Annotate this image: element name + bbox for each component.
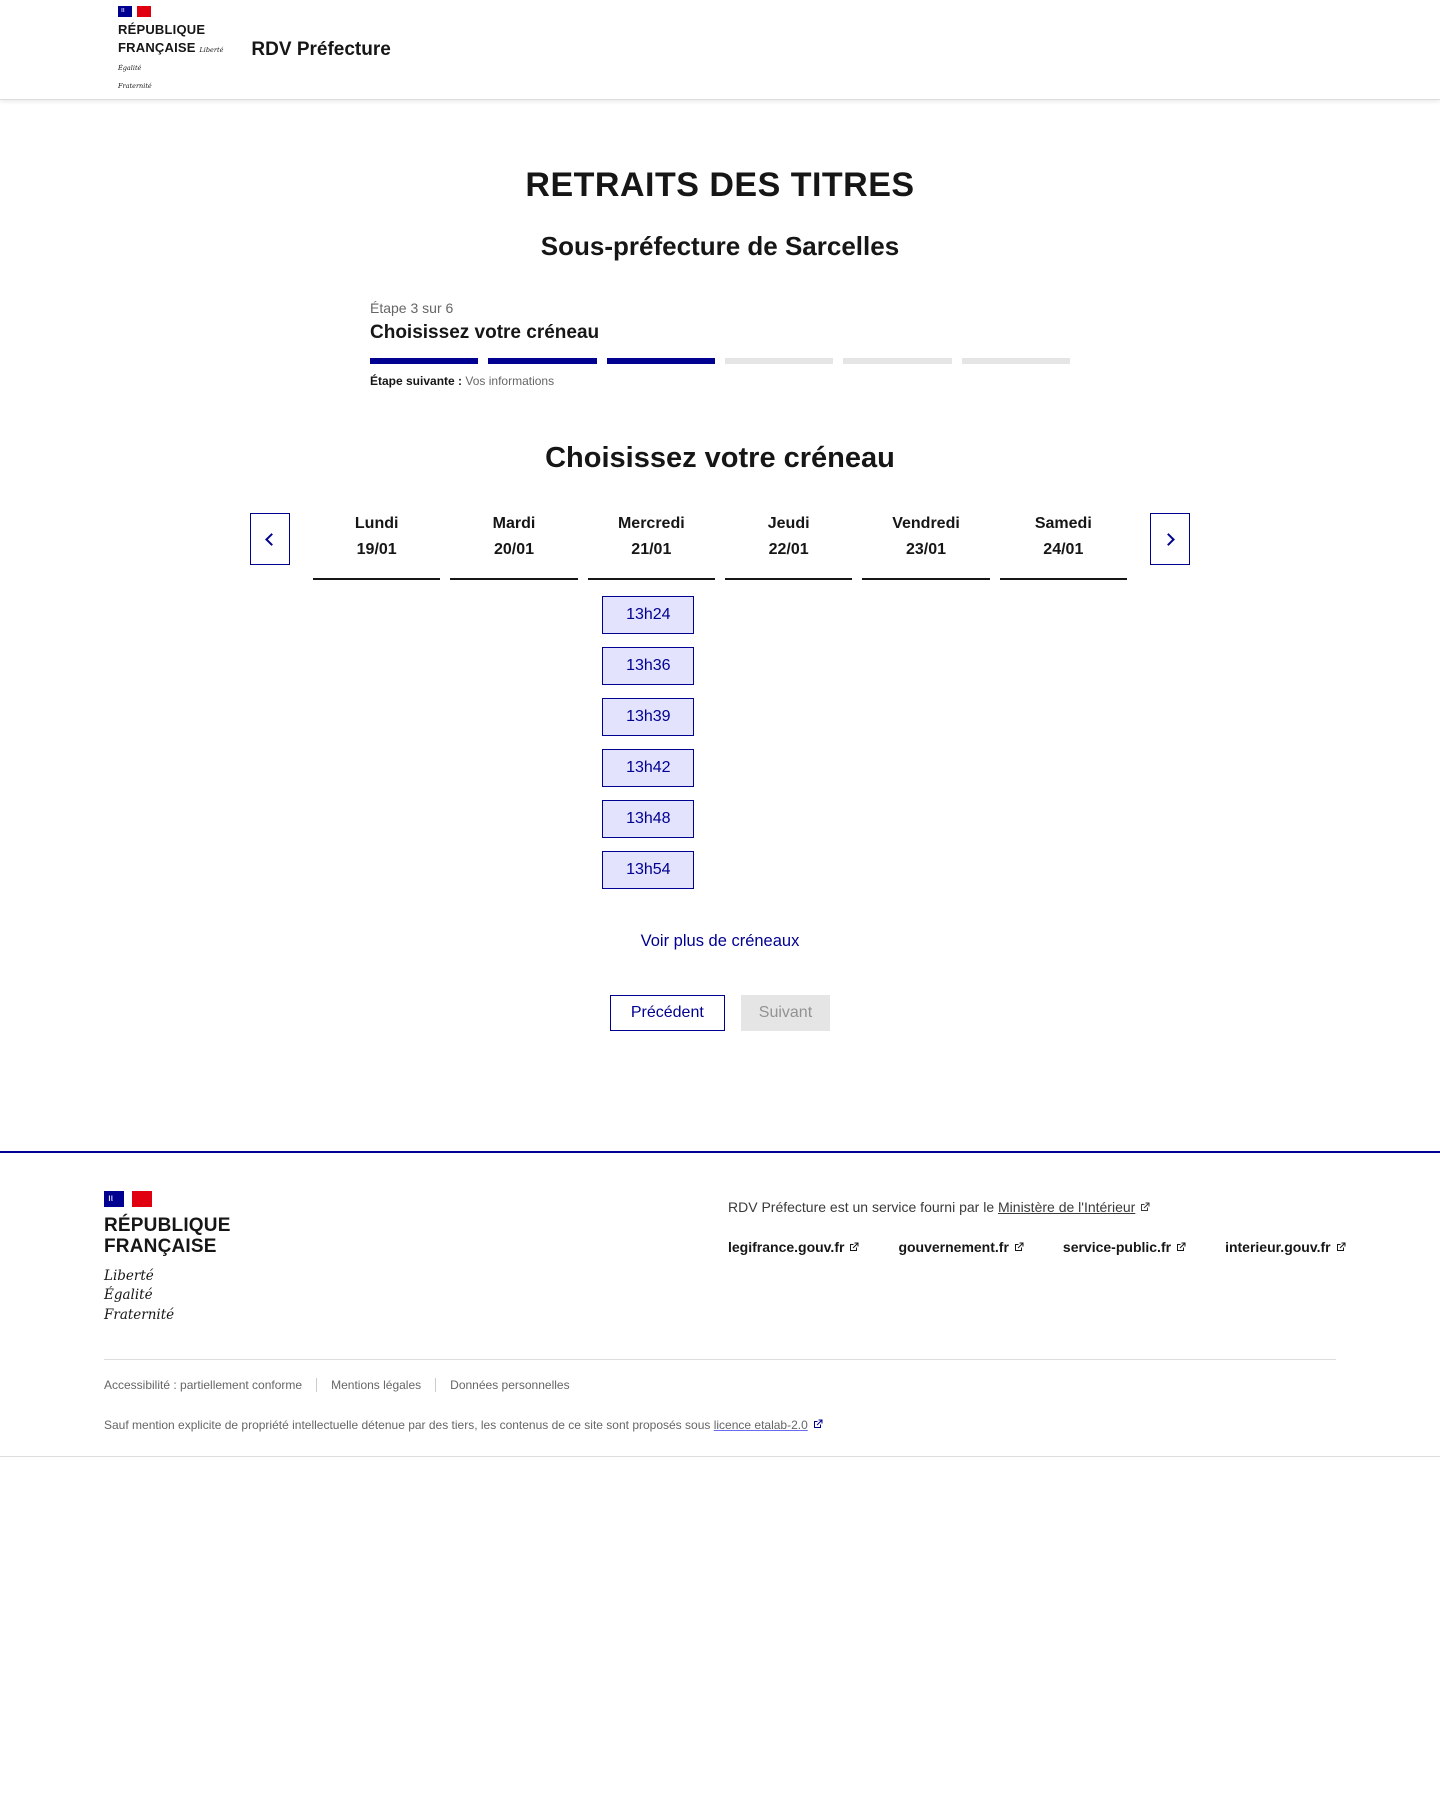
footer bbox=[0, 1151, 1440, 1457]
external-link-icon bbox=[848, 1241, 860, 1253]
chevron-left-icon bbox=[265, 533, 278, 546]
external-link-icon bbox=[1175, 1241, 1187, 1253]
site-link-service-public[interactable]: service-public.fr bbox=[1063, 1239, 1187, 1255]
footer-republique-francaise-logo[interactable] bbox=[104, 1191, 231, 1325]
next-step-button-disabled[interactable]: Suivant bbox=[741, 995, 830, 1031]
day-underline bbox=[862, 578, 989, 580]
site-link-interieur[interactable]: interieur.gouv.fr bbox=[1225, 1239, 1347, 1255]
wizard-nav-buttons bbox=[0, 995, 1440, 1151]
site-link-gouvernement[interactable]: gouvernement.fr bbox=[898, 1239, 1024, 1255]
day-date: 22/01 bbox=[768, 540, 809, 558]
external-link-icon bbox=[1013, 1241, 1025, 1253]
time-slot-button[interactable]: 13h39 bbox=[602, 698, 694, 736]
day-date: 23/01 bbox=[905, 540, 947, 558]
day-column bbox=[583, 511, 720, 580]
brand-name: RÉPUBLIQUE FRANÇAISE bbox=[118, 22, 206, 55]
day-name: Mercredi bbox=[617, 515, 685, 532]
header bbox=[0, 0, 1440, 100]
day-date: 21/01 bbox=[631, 540, 672, 558]
next-week-button[interactable] bbox=[1150, 513, 1190, 565]
footer-legal-links bbox=[104, 1378, 1336, 1392]
calendar-heading: Choisissez votre créneau bbox=[545, 442, 895, 474]
republique-francaise-logo[interactable] bbox=[118, 6, 223, 93]
external-link-icon bbox=[1335, 1241, 1347, 1253]
day-underline bbox=[1000, 578, 1127, 580]
day-underline bbox=[450, 578, 577, 580]
chevron-right-icon bbox=[1162, 533, 1175, 546]
more-slots-link[interactable]: Voir plus de créneaux bbox=[640, 932, 800, 951]
external-link-icon bbox=[1139, 1201, 1151, 1213]
mentions-legales-link[interactable]: Mentions légales bbox=[331, 1378, 422, 1393]
step-title: Choisissez votre créneau bbox=[370, 322, 600, 343]
footer-brand-motto: Liberté Égalité Fraternité bbox=[104, 1267, 175, 1323]
next-step-value: Vos informations bbox=[465, 374, 555, 388]
time-slots-column-mercredi bbox=[577, 596, 720, 902]
previous-step-button[interactable]: Précédent bbox=[610, 995, 725, 1031]
donnees-personnelles-link[interactable]: Données personnelles bbox=[450, 1378, 570, 1393]
day-name: Mardi bbox=[492, 515, 536, 532]
day-column bbox=[445, 511, 582, 580]
progress-segment bbox=[725, 358, 833, 364]
day-underline bbox=[588, 578, 715, 580]
step-label: Étape 3 sur 6 bbox=[370, 300, 454, 316]
day-column bbox=[308, 511, 445, 580]
page-subtitle: Sous-préfecture de Sarcelles bbox=[540, 231, 900, 261]
day-date: 20/01 bbox=[493, 540, 535, 558]
day-column bbox=[720, 511, 857, 580]
day-underline bbox=[313, 578, 440, 580]
time-slots-area bbox=[250, 596, 1190, 902]
days-grid bbox=[308, 511, 1132, 580]
ministry-link[interactable]: Ministère de l'Intérieur bbox=[998, 1199, 1151, 1215]
main-content bbox=[0, 100, 1440, 1151]
calendar-week-strip bbox=[250, 511, 1190, 580]
day-column bbox=[857, 511, 994, 580]
time-slot-button[interactable]: 13h54 bbox=[602, 851, 694, 889]
external-link-icon bbox=[812, 1418, 824, 1430]
previous-week-button[interactable] bbox=[250, 513, 290, 565]
page-title: RETRAITS DES TITRES bbox=[525, 166, 915, 204]
day-name: Lundi bbox=[354, 515, 399, 532]
day-column bbox=[995, 511, 1132, 580]
progress-segment bbox=[962, 358, 1070, 364]
site-link-legifrance[interactable]: legifrance.gouv.fr bbox=[728, 1239, 860, 1255]
footer-site-links bbox=[728, 1239, 1336, 1257]
progress-segment bbox=[488, 358, 596, 364]
day-name: Jeudi bbox=[767, 515, 810, 532]
etalab-license-link[interactable]: licence etalab-2.0 bbox=[714, 1418, 824, 1432]
day-name: Samedi bbox=[1034, 515, 1092, 532]
footer-service-description bbox=[728, 1199, 1336, 1215]
time-slot-button[interactable]: 13h36 bbox=[602, 647, 694, 685]
progress-segment bbox=[370, 358, 478, 364]
footer-brand-name: RÉPUBLIQUE FRANÇAISE bbox=[104, 1215, 231, 1258]
day-underline bbox=[725, 578, 852, 580]
footer-bottom-divider bbox=[0, 1456, 1440, 1457]
brand-motto: Liberté Égalité Fraternité bbox=[118, 46, 224, 90]
accessibility-link[interactable]: Accessibilité : partiellement conforme bbox=[104, 1378, 303, 1393]
footer-service-text: RDV Préfecture est un service fourni par le bbox=[728, 1199, 995, 1216]
footer-divider bbox=[104, 1359, 1336, 1360]
day-name: Vendredi bbox=[892, 515, 960, 532]
stepper bbox=[370, 300, 1070, 388]
time-slot-button[interactable]: 13h48 bbox=[602, 800, 694, 838]
time-slot-button[interactable]: 13h42 bbox=[602, 749, 694, 787]
progress-segment bbox=[843, 358, 951, 364]
french-flag-icon bbox=[104, 1191, 152, 1207]
progress-bar bbox=[370, 358, 1070, 364]
day-date: 24/01 bbox=[1043, 540, 1084, 558]
license-text: Sauf mention explicite de propriété intellectuelle détenue par des tiers, les contenus de ce site sont proposés sous bbox=[104, 1418, 711, 1433]
footer-license-line bbox=[104, 1418, 1336, 1432]
day-date: 19/01 bbox=[356, 540, 397, 558]
next-step-line bbox=[370, 374, 1070, 388]
french-flag-icon bbox=[118, 6, 151, 17]
next-step-label: Étape suivante : bbox=[370, 374, 463, 388]
service-title: RDV Préfecture bbox=[251, 38, 391, 60]
time-slot-button[interactable]: 13h24 bbox=[602, 596, 694, 634]
progress-segment bbox=[607, 358, 715, 364]
